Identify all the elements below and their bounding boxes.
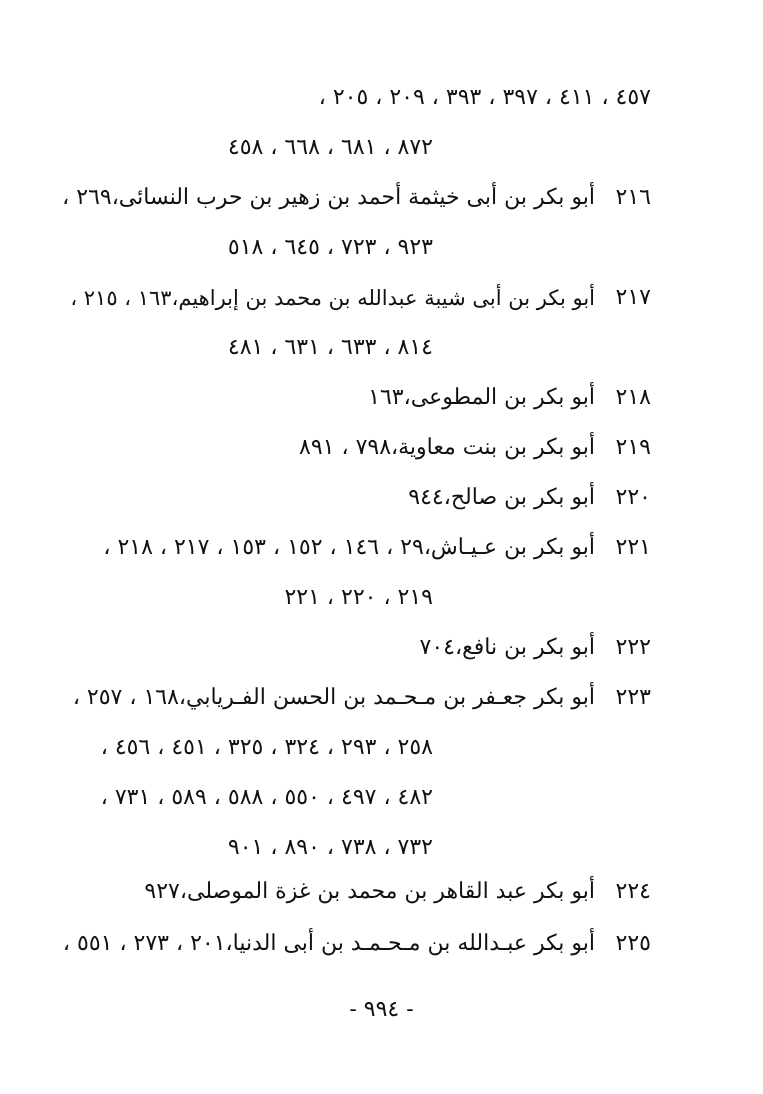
entry-number: ٢٢٢ bbox=[615, 635, 651, 660]
entry-number: ٢٢٥ bbox=[615, 931, 651, 956]
index-continuation-line: ٢٥٨ ، ٢٩٣ ، ٣٢٤ ، ٣٢٥ ، ٤٥١ ، ٤٥٦ ، bbox=[100, 735, 433, 760]
entry-number: ٢١٧ bbox=[615, 285, 651, 310]
entry-number: ٢٢٤ bbox=[615, 879, 651, 904]
index-continuation-line: ٩٢٣ ، ٧٢٣ ، ٦٤٥ ، ٥١٨ bbox=[227, 235, 433, 260]
entry-text: أبو بكر بن صالح،٩٤٤ bbox=[408, 485, 595, 510]
index-continuation-line: ٤٨٢ ، ٤٩٧ ، ٥٥٠ ، ٥٨٨ ، ٥٨٩ ، ٧٣١ ، bbox=[100, 785, 433, 810]
entry-number: ٢١٨ bbox=[615, 385, 651, 410]
entry-text: أبو بكر عبد القاهر بن محمد بن غزة الموصلى،٩٢٧ bbox=[144, 879, 595, 904]
entry-number: ٢٢٣ bbox=[615, 685, 651, 710]
entry-number: ٢١٩ bbox=[615, 435, 651, 460]
entry-number: ٢٢٠ bbox=[615, 485, 651, 510]
entry-text: أبو بكر بن المطوعى،١٦٣ bbox=[368, 385, 595, 410]
index-continuation-line: ٤٥٧ ، ٤١١ ، ٣٩٧ ، ٣٩٣ ، ٢٠٩ ، ٢٠٥ ، bbox=[318, 85, 651, 110]
page-number: - ٩٩٤ - bbox=[349, 997, 414, 1022]
entry-text: أبو بكر بن عـيـاش،٢٩ ، ١٤٦ ، ١٥٢ ، ١٥٣ ، ٢١٧ ، ٢١٨ ، bbox=[103, 535, 595, 560]
entry-text: أبو بكر بن نافع،٧٠٤ bbox=[419, 635, 595, 660]
index-continuation-line: ٢١٩ ، ٢٢٠ ، ٢٢١ bbox=[284, 585, 433, 610]
entry-text: أبو بكر عبـدالله بن مـحـمـد بن أبى الدنيا،٢٠١ ، ٢٧٣ ، ٥٥١ ، bbox=[62, 931, 595, 956]
entry-text: أبو بكر بن أبى شيبة عبدالله بن محمد بن إبراهيم،١٦٣ ، ٢١٥ ، bbox=[70, 286, 595, 310]
entry-number: ٢٢١ bbox=[615, 535, 651, 560]
index-continuation-line: ٨٧٢ ، ٦٨١ ، ٦٦٨ ، ٤٥٨ bbox=[227, 135, 433, 160]
entry-number: ٢١٦ bbox=[615, 185, 651, 210]
entry-text: أبو بكر جعـفر بن مـحـمد بن الحسن الفـريابي،١٦٨ ، ٢٥٧ ، bbox=[72, 685, 595, 710]
entry-text: أبو بكر بن أبى خيثمة أحمد بن زهير بن حرب النسائى،٢٦٩ ، bbox=[62, 185, 595, 210]
entry-text: أبو بكر بن بنت معاوية،٧٩٨ ، ٨٩١ bbox=[299, 435, 595, 460]
index-continuation-line: ٨١٤ ، ٦٣٣ ، ٦٣١ ، ٤٨١ bbox=[227, 335, 433, 360]
index-continuation-line: ٧٣٢ ، ٧٣٨ ، ٨٩٠ ، ٩٠١ bbox=[227, 835, 433, 860]
